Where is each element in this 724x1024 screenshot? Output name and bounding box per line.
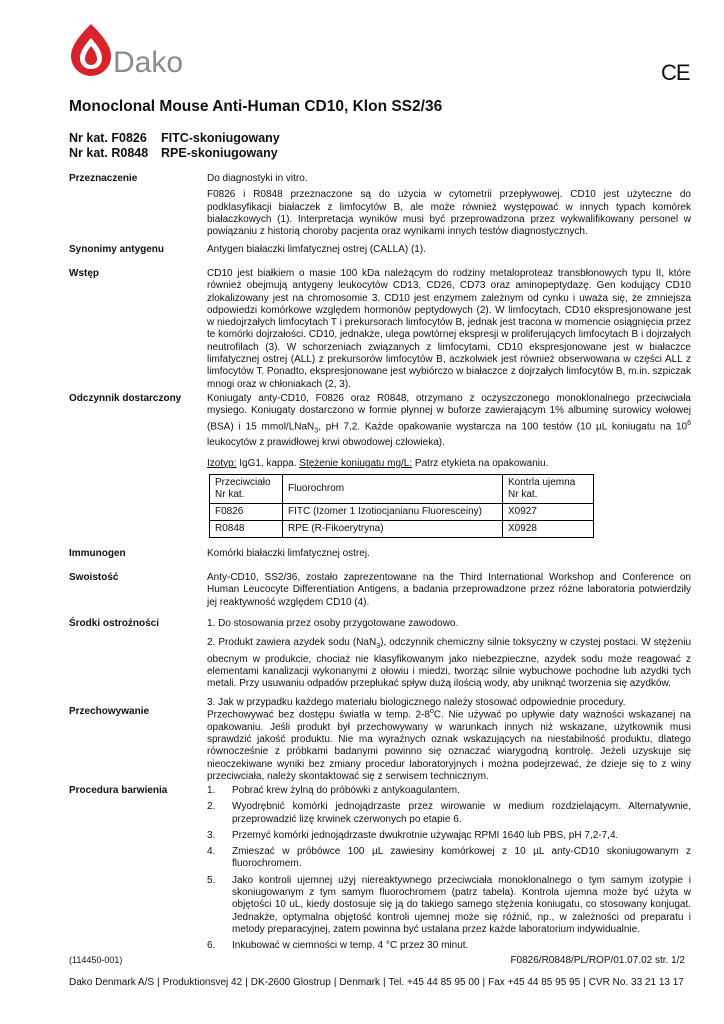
list-item: 6. Inkubować w ciemności w temp. 4 °C przez 30 minut. <box>207 940 469 952</box>
table-header: Przeciwciało Nr kat. <box>210 475 283 504</box>
section-text-odczynnik <box>207 393 691 474</box>
catalog-line-1 <box>69 131 280 145</box>
section-label-przeznaczenie: Przeznaczenie <box>69 173 138 184</box>
table-header: Fluorochrom <box>283 475 503 504</box>
table-row <box>210 521 594 538</box>
paragraph: Przechowywać bez dostępu światła w temp. 2-8$^o$C. Nie używać po upływie daty ważności wskazanej na opakowaniu. Jeśli produkt był przechowywany w warunkach innych niż wskazane, użytkownik musi sprawdzić jakość produktu. Nie ma wyraźnych oznak wskazujących na niestabilność produktu, dlatego równocześnie z próbkami badanymi powinno się oznaczać wiarygodną kontrolę. Jeżeli uzyskuje się nieoczekiwane wyniki bez zmiany procedur laboratoryjnych i można podejrzewać, że dzieje się to z winy przeciwciała, należy skontaktować się z serwisem technicznym. <box>207 708 691 782</box>
table-cell: RPE (R-Fikoerytryna) <box>283 521 503 538</box>
table-cell: F0826 <box>210 504 283 521</box>
section-label-odczynnik: Odczynnik dostarczony <box>69 393 182 404</box>
paragraph: Do diagnostyki in vitro. <box>207 173 308 184</box>
company-address: Dako Denmark A/S | Produktionsvej 42 | DK-2600 Glostrup | Denmark | Tel. +45 44 85 95 00 | Fax +45 44 85 95 95 | CVR No. 33 21 13 17 <box>69 977 684 988</box>
catalog-desc: FITC-skoniugowany <box>161 131 280 145</box>
catalog-number: Nr kat. R0848 <box>69 146 149 160</box>
product-table <box>209 474 594 538</box>
catalog-desc: RPE-skoniugowany <box>161 146 278 160</box>
catalog-number: Nr kat. F0826 <box>69 131 147 145</box>
section-label-immunogen: Immunogen <box>69 548 126 559</box>
paragraph: 2. Produkt zawiera azydek sodu (NaN$_3$), odczynnik chemiczny silnie toksyczny w czystej postaci. W stężeniu obecnym w produkcie, chociaż nie klasyfikowanym jako niebezpieczne, azydek sodu może reagować z elementami kanalizacji wykonanymi z ołowiu i miedzi, tworząc silnie wybuchowe pochodne lub azydki tych metali. Przy usuwaniu odpadów przepłukać spływ dużą ilością wody, aby uniknąć tworzenia się azydków. <box>207 637 692 690</box>
table-header-row <box>210 475 594 504</box>
table-row <box>210 504 594 521</box>
list-item: 1. Pobrać krew żylną do próbówki z antykoagulantem. <box>207 785 460 796</box>
paragraph: F0826 i R0848 przeznaczone są do użycia w cytometrii przepływowej. CD10 jest użyteczne do podklasyfikacji białaczek z limfocytów B, ale może również występować w innych typach komórek białaczkowych (1). Interpretacja wyników musi być przeprowadzona przez wykwalifikowany personel w powiązaniu z historią choroby pacjenta oraz wynikami innych testów diagnostycznych. <box>207 189 691 238</box>
table-cell: FITC (Izomer 1 Izotiocjanianu Fluoresceiny) <box>283 504 503 521</box>
doc-code: (114450-001) <box>69 955 123 965</box>
list-item: 5. Jako kontroli ujemnej użyj niereaktywnego przeciwciała monoklonalnego o tym samym izotypie i skoniugowanym z tym samym fluorochromem (patrz tabela). Kontrola ujemna może być użyta w objętości 10 uL, kiedy dostosuje się ją do takiego samego stężenia koniugatu, co stosowany konjugat. Jednakże, optymalna objętość kontroli ujemnej może się różnić, np., w zależności od preparatu i metody preparacyjnej, zatem powinna być ustalana przez każde laboratorium indywidualnie. <box>207 874 691 935</box>
procedure-steps <box>207 785 691 957</box>
dako-wordmark: Dako <box>113 46 184 79</box>
isotype-line: Izotyp: IgG1, kappa. Stężenie koniugatu mg/L: Patrz etykieta na opakowaniu. <box>207 457 549 469</box>
section-label-przechowywanie: Przechowywanie <box>69 706 150 717</box>
section-label-srodki: Środki ostrożności <box>69 618 160 629</box>
list-item: 2. Wyodrębnić komórki jednojądrzaste przez wirowanie w medium rozdzielającym. Alternatywnie, przeprowadzić lizę krwinek czerwonych po etapie 6. <box>207 801 691 825</box>
section-label-wstep: Wstęp <box>69 268 99 279</box>
section-text-srodki <box>207 618 691 714</box>
section-label-procedura: Procedura barwienia <box>69 785 168 796</box>
paragraph: 3. Jak w przypadku każdego materiału biologicznego należy stosować odpowiednie procedury. <box>207 697 626 709</box>
table-cell: X0928 <box>503 521 594 538</box>
paragraph: 1. Do stosowania przez osoby przygotowane zawodowo. <box>207 618 459 629</box>
catalog-line-2 <box>69 146 278 160</box>
section-text-swoistosc: Anty-CD10, SS2/36, zostało zaprezentowane na the Third International Workshop and Conference on Human Leucocyte Differentiation Antigens, a badania przeprowadzone przez różne laboratoria potwierdziły jej reaktywność względem CD10 (4). <box>207 572 691 608</box>
paragraph: Koniugaty anty-CD10, F0826 oraz R0848, otrzymano z oczyszczonego monoklonalnego przeciwciała mysiego. Koniugaty dostarczono w formie płynnej w buforze zawierającym 1% albuminę surowicy wołowej (BSA) i 15 mmol/LNaN$_3$, pH 7,2. Każde opakowanie wystarcza na 100 testów (10 µL koniugatu na $10^6$ leukocytów z prawidłowej krwi obwodowej człowieka). <box>207 393 691 449</box>
list-item: 3. Przemyć komórki jednojądrzaste dwukrotnie używając RPMI 1640 lub PBS, pH 7,2-7,4. <box>207 829 619 841</box>
list-item: 4. Zmieszać w próbówce 100 µL zawiesiny komórkowej z 10 µL anty-CD10 skoniugowanym z fluorochromem. <box>207 846 691 870</box>
section-text-immunogen: Komórki białaczki limfatycznej ostrej. <box>207 548 370 559</box>
section-text-przechowywanie <box>207 706 691 787</box>
dako-logo <box>69 22 199 82</box>
table-cell: R0848 <box>210 521 283 538</box>
table-cell: X0927 <box>503 504 594 521</box>
section-text-synonimy: Antygen białaczki limfatycznej ostrej (CALLA) (1). <box>207 244 426 255</box>
section-text-wstep: CD10 jest białkiem o masie 100 kDa należącym do rodziny metaloproteaz transbłonowych typu II, które również obejmują antygeny leukocytów CD13, CD26, CD73 oraz aminopeptydazę. Gen kodujący CD10 zlokalizowany jest na chromosomie 3. CD10 jest enzymem zależnym od cynku i uważa się, że zmniejsza odpowiedzi komórkowe względem hormonów peptydowych (2). W limfocytach, CD10 ekspresjonowane jest w niedojrzałych limfocytach T i prekursorach limfocytów B, jednak jest tracona w momencie osiągnięcia przez te komórki dojrzałości. CD10, jednakże, ulega powtórnej ekspresji w proliferujących limfocytach B i dojrzałych neutrofilach (3). W schorzeniach związanych z limfocytami, CD10 ekspresjonowane jest w białaczce limfatycznej ostrej (ALL) z prekursorów limfocytów B, aczkolwiek jest również obserwowana w części ALL z limfocytów T. Ponadto, ekspresjonowane jest wybiórczo w białaczce z dojrzałych limfocytów B, m.in. szpiczak mnogi oraz w chłoniakach (2, 3). <box>207 268 691 390</box>
section-label-synonimy: Synonimy antygenu <box>69 244 165 255</box>
section-text-przeznaczenie <box>207 173 691 242</box>
doc-ref: F0826/R0848/PL/ROP/01.07.02 str. 1/2 <box>510 955 685 966</box>
section-label-swoistosc: Swoistość <box>69 572 119 583</box>
table-header: Kontrla ujemna Nr kat. <box>503 475 594 504</box>
ce-mark: CE <box>661 60 690 85</box>
page-title: Monoclonal Mouse Anti-Human CD10, Klon SS2/36 <box>69 98 443 115</box>
